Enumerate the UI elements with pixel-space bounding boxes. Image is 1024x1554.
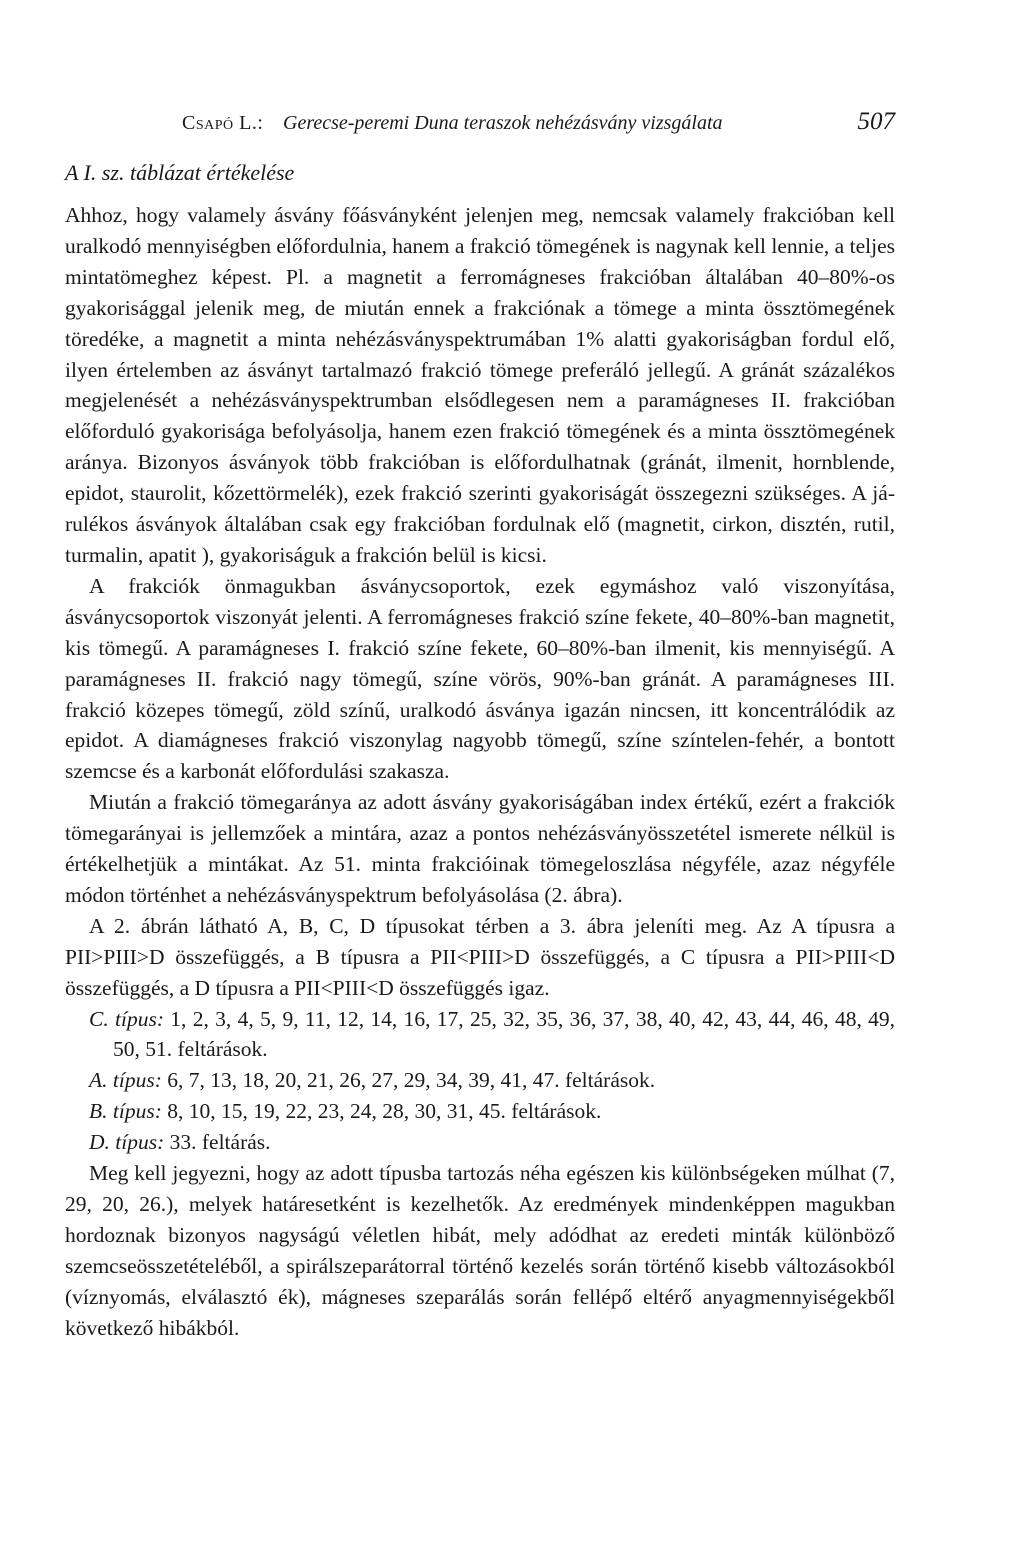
type-label: A. típus: (89, 1068, 162, 1093)
type-list (65, 1004, 895, 1159)
paragraph-2: A frakciók önmagukban ásványcsoportok, ezek egymáshoz való viszonyítása, ásványcsoportok viszonyát jelenti. A ferromágneses frakció színe fekete, 40–80%-ban magnetit, kis tömegű. A paramágneses I. frakció színe fekete, 60–80%-ban ilmenit, kis mennyiségű. A paramágneses II. frakció nagy tömegű, színe vörös, 90%-ban gránát. A paramágneses III. frakció közepes tömegű, zöld színű, uralkodó ásványa igazán nincsen, itt koncentrálódik az epidot. A diamágneses frakció viszonylag nagyobb tömegű, színe színtelen-fehér, a bontott szemcse és a karbonát előfordulási szakasza. (65, 573, 895, 784)
body-text (65, 200, 895, 1344)
type-item-c (65, 1004, 895, 1066)
closing-paragraph: Meg kell jegyezni, hogy az adott típusba tartozás néha egészen kis különbségeken múlhat (7, 29, 20, 26.), melyek határesetként is kezelhetők. Az eredmények mindenképpen magukban hordoznak bizonyos nagyságú véletlen hibát, mely adódhat az eredeti minták különböző szemcseösszetételéből, a spirálszeparátorral történő kezelés során történő kisebb változásokból (víznyomás, elválasztó ék), mágneses szeparálás során fellépő eltérő anyagmennyiségekből következő hibákból. (65, 1161, 895, 1340)
section-heading: A I. sz. táblázat értékelése (65, 160, 295, 185)
type-item-a (65, 1065, 895, 1096)
type-label: B. típus: (89, 1099, 162, 1124)
running-head-author: Csapó L.: (182, 112, 264, 134)
type-text: 8, 10, 15, 19, 22, 23, 24, 28, 30, 31, 45. feltárások. (161, 1099, 602, 1124)
type-label: C. típus: (89, 1006, 164, 1031)
type-text: 6, 7, 13, 18, 20, 21, 26, 27, 29, 34, 39, 41, 47. feltárások. (161, 1068, 656, 1093)
type-item-b (65, 1096, 895, 1127)
page-number: 507 (857, 108, 895, 135)
running-head (65, 108, 895, 138)
paragraph-3: Miután a frakció tömegaránya az adott ásvány gyakoriságában index értékű, ezért a frakciók tömegarányai is jellemzőek a mintára, azaz a pontos nehézásványösszetétel ismerete nélkül is értékelhetjük a mintákat. Az 51. minta frakcióinak tömegeloszlása négyféle, azaz négyféle módon történhet a nehézásványspektrum befolyásolása (2. ábra). (65, 790, 895, 907)
type-text: 33. feltárás. (164, 1130, 271, 1155)
type-item-d (65, 1127, 895, 1158)
types-intro-paragraph: A 2. ábrán látható A, B, C, D típusokat térben a 3. ábra jeleníti meg. Az A típusra a PII>PIII>D összefüggés, a B típusra a PII<PIII>D összefüggés, a C típusra a PII>PIII<D összefüggés, a D típusra a PII<PIII<D összefüggés igaz. (65, 913, 895, 1000)
type-label: D. típus: (89, 1130, 165, 1155)
paragraph-1: Ahhoz, hogy valamely ásvány főásványként jelenjen meg, nemcsak valamely frakcióban kell uralkodó mennyiségben előfordulnia, hanem a frakció tömegének is nagynak kell lennie, a teljes mintatömeghez képest. Pl. a magnetit a ferromágneses frakcióban általában 40–80%-os gyakorisággal jelenik meg, de miután ennek a frakciónak a tömege a minta össztömegének töredéke, a magnetit a minta nehézásványspektrumában 1% alatti gyakoriságban fordul elő, ilyen értelemben az ásványt tartalmazó frakció tömege preferáló jellegű. A gránát százalékos megjelenését a nehézásványspektrumban elsődlegesen nem a paramágneses II. frakcióban előforduló gyakorisága befolyásolja, hanem ezen frakció tömegének és a minta össztömegének aránya. Bizonyos ásványok több frakcióban is előfordulhatnak (gránát, ilmenit, hornblende, epidot, staurolit, kőzettörmelék), ezek frakció szerinti gyakoriságát összegezni szükséges. A járulékos ásványok általában csak egy frakcióban fordulnak elő (magnetit, cirkon, disztén, rutil, turmalin, apatit ), gyakoriságuk a frakción belül is kicsi. (65, 203, 895, 567)
type-text: 1, 2, 3, 4, 5, 9, 11, 12, 14, 16, 17, 25, 32, 35, 36, 37, 38, 40, 42, 43, 44, 46, 48, 49, 50, 51. feltárások. (113, 1006, 895, 1062)
running-head-title: Gerecse-peremi Duna teraszok nehézásvány vizsgálata (283, 112, 723, 134)
